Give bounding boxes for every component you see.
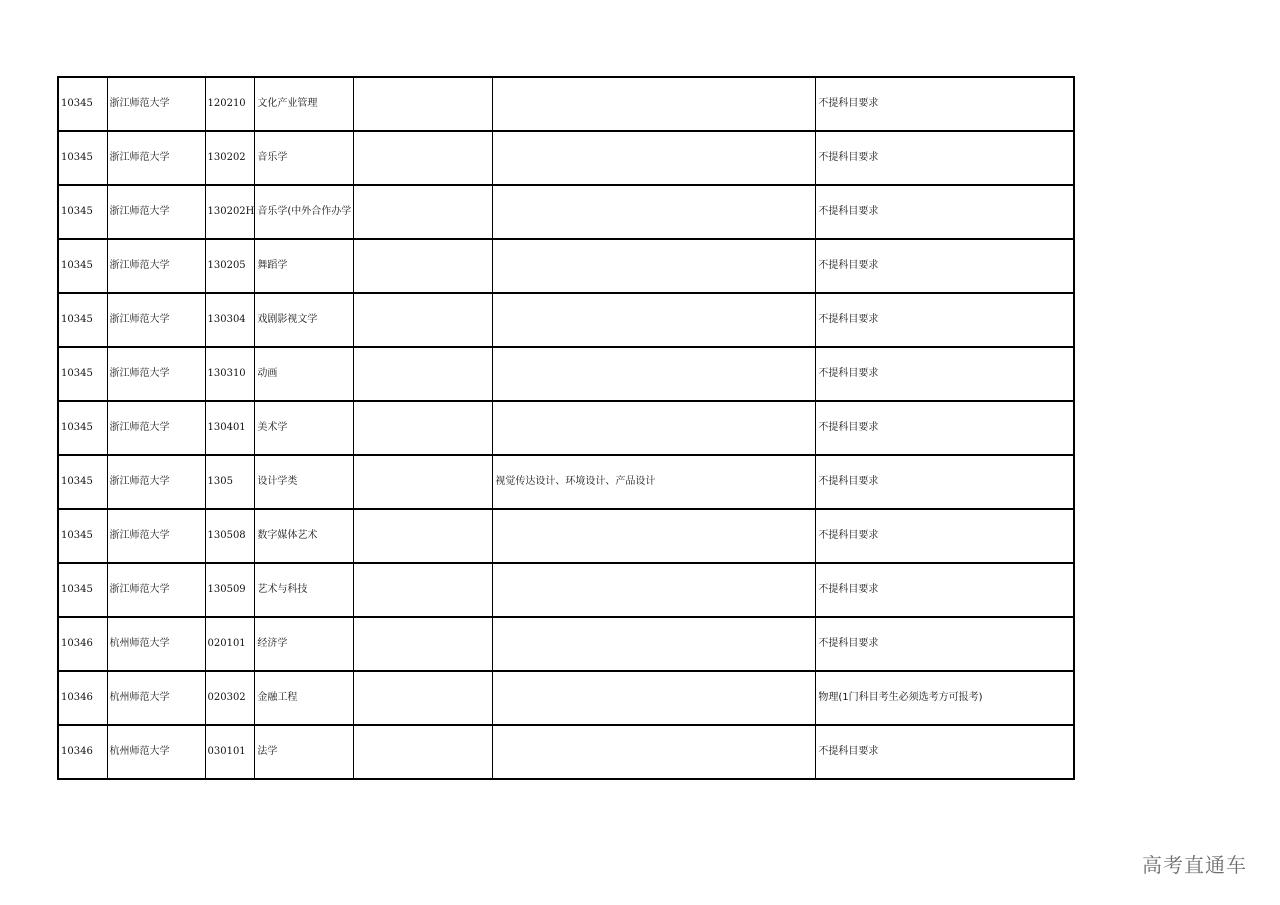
table-row: [58, 239, 1074, 293]
table-row: [58, 455, 1074, 509]
school-code-cell: 10345: [58, 185, 107, 239]
major-name-cell: 文化产业管理: [255, 77, 354, 131]
school-name-cell: 杭州师范大学: [107, 671, 205, 725]
subject-requirement-cell: 不提科目要求: [816, 509, 1074, 563]
subject-requirement-cell: 物理(1门科目考生必须选考方可报考): [816, 671, 1074, 725]
table-row: [58, 401, 1074, 455]
major-code-cell: 130509: [205, 563, 255, 617]
subject-requirement-cell: 不提科目要求: [816, 239, 1074, 293]
table-row: [58, 725, 1074, 779]
included-majors-cell: [493, 725, 816, 779]
major-code-cell: 130401: [205, 401, 255, 455]
school-code-cell: 10345: [58, 347, 107, 401]
major-code-cell: 130304: [205, 293, 255, 347]
major-code-cell: 020302: [205, 671, 255, 725]
major-code-cell: 120210: [205, 77, 255, 131]
included-majors-cell: [493, 671, 816, 725]
subject-requirement-cell: 不提科目要求: [816, 617, 1074, 671]
major-name-cell: 金融工程: [255, 671, 354, 725]
table-row: [58, 185, 1074, 239]
major-code-cell: 130310: [205, 347, 255, 401]
major-name-cell: 经济学: [255, 617, 354, 671]
note-cell: [354, 347, 493, 401]
major-code-cell: 130508: [205, 509, 255, 563]
note-cell: [354, 671, 493, 725]
included-majors-cell: [493, 77, 816, 131]
major-name-cell: 动画: [255, 347, 354, 401]
subject-requirement-cell: 不提科目要求: [816, 455, 1074, 509]
table-row: [58, 509, 1074, 563]
school-name-cell: 浙江师范大学: [107, 293, 205, 347]
school-name-cell: 浙江师范大学: [107, 131, 205, 185]
included-majors-cell: [493, 239, 816, 293]
school-code-cell: 10345: [58, 509, 107, 563]
included-majors-cell: 视觉传达设计、环境设计、产品设计: [493, 455, 816, 509]
major-name-cell: 音乐学(中外合作办学: [255, 185, 354, 239]
school-code-cell: 10345: [58, 563, 107, 617]
major-code-cell: 030101: [205, 725, 255, 779]
major-code-cell: 1305: [205, 455, 255, 509]
table-row: [58, 347, 1074, 401]
major-name-cell: 设计学类: [255, 455, 354, 509]
major-code-cell: 130202: [205, 131, 255, 185]
subject-requirement-cell: 不提科目要求: [816, 725, 1074, 779]
note-cell: [354, 131, 493, 185]
note-cell: [354, 239, 493, 293]
table-body: [58, 77, 1074, 779]
school-name-cell: 浙江师范大学: [107, 347, 205, 401]
school-code-cell: 10345: [58, 131, 107, 185]
major-subject-table: [57, 76, 1075, 780]
school-name-cell: 浙江师范大学: [107, 563, 205, 617]
school-code-cell: 10346: [58, 671, 107, 725]
included-majors-cell: [493, 401, 816, 455]
table-row: [58, 77, 1074, 131]
subject-requirement-cell: 不提科目要求: [816, 131, 1074, 185]
major-name-cell: 法学: [255, 725, 354, 779]
school-name-cell: 浙江师范大学: [107, 77, 205, 131]
included-majors-cell: [493, 509, 816, 563]
note-cell: [354, 77, 493, 131]
school-name-cell: 浙江师范大学: [107, 509, 205, 563]
note-cell: [354, 185, 493, 239]
table-row: [58, 563, 1074, 617]
school-code-cell: 10345: [58, 239, 107, 293]
subject-requirement-cell: 不提科目要求: [816, 401, 1074, 455]
subject-requirement-cell: 不提科目要求: [816, 185, 1074, 239]
watermark-logo-text: 高考直通车: [1142, 853, 1247, 877]
major-code-cell: 020101: [205, 617, 255, 671]
included-majors-cell: [493, 131, 816, 185]
included-majors-cell: [493, 293, 816, 347]
school-code-cell: 10345: [58, 77, 107, 131]
school-name-cell: 杭州师范大学: [107, 725, 205, 779]
school-name-cell: 浙江师范大学: [107, 401, 205, 455]
note-cell: [354, 509, 493, 563]
major-name-cell: 数字媒体艺术: [255, 509, 354, 563]
note-cell: [354, 563, 493, 617]
school-code-cell: 10346: [58, 725, 107, 779]
subject-requirement-cell: 不提科目要求: [816, 347, 1074, 401]
table-row: [58, 293, 1074, 347]
included-majors-cell: [493, 185, 816, 239]
major-name-cell: 音乐学: [255, 131, 354, 185]
table-row: [58, 131, 1074, 185]
note-cell: [354, 617, 493, 671]
school-name-cell: 浙江师范大学: [107, 455, 205, 509]
subject-requirement-cell: 不提科目要求: [816, 563, 1074, 617]
note-cell: [354, 455, 493, 509]
included-majors-cell: [493, 563, 816, 617]
subject-requirement-cell: 不提科目要求: [816, 77, 1074, 131]
school-code-cell: 10345: [58, 293, 107, 347]
school-name-cell: 杭州师范大学: [107, 617, 205, 671]
school-code-cell: 10345: [58, 455, 107, 509]
major-code-cell: 130202H: [205, 185, 255, 239]
school-code-cell: 10345: [58, 401, 107, 455]
school-name-cell: 浙江师范大学: [107, 185, 205, 239]
table-row: [58, 617, 1074, 671]
major-code-cell: 130205: [205, 239, 255, 293]
major-name-cell: 艺术与科技: [255, 563, 354, 617]
school-code-cell: 10346: [58, 617, 107, 671]
major-name-cell: 戏剧影视文学: [255, 293, 354, 347]
note-cell: [354, 725, 493, 779]
school-name-cell: 浙江师范大学: [107, 239, 205, 293]
table-row: [58, 671, 1074, 725]
note-cell: [354, 401, 493, 455]
included-majors-cell: [493, 347, 816, 401]
subject-requirement-cell: 不提科目要求: [816, 293, 1074, 347]
major-name-cell: 舞蹈学: [255, 239, 354, 293]
included-majors-cell: [493, 617, 816, 671]
major-name-cell: 美术学: [255, 401, 354, 455]
note-cell: [354, 293, 493, 347]
